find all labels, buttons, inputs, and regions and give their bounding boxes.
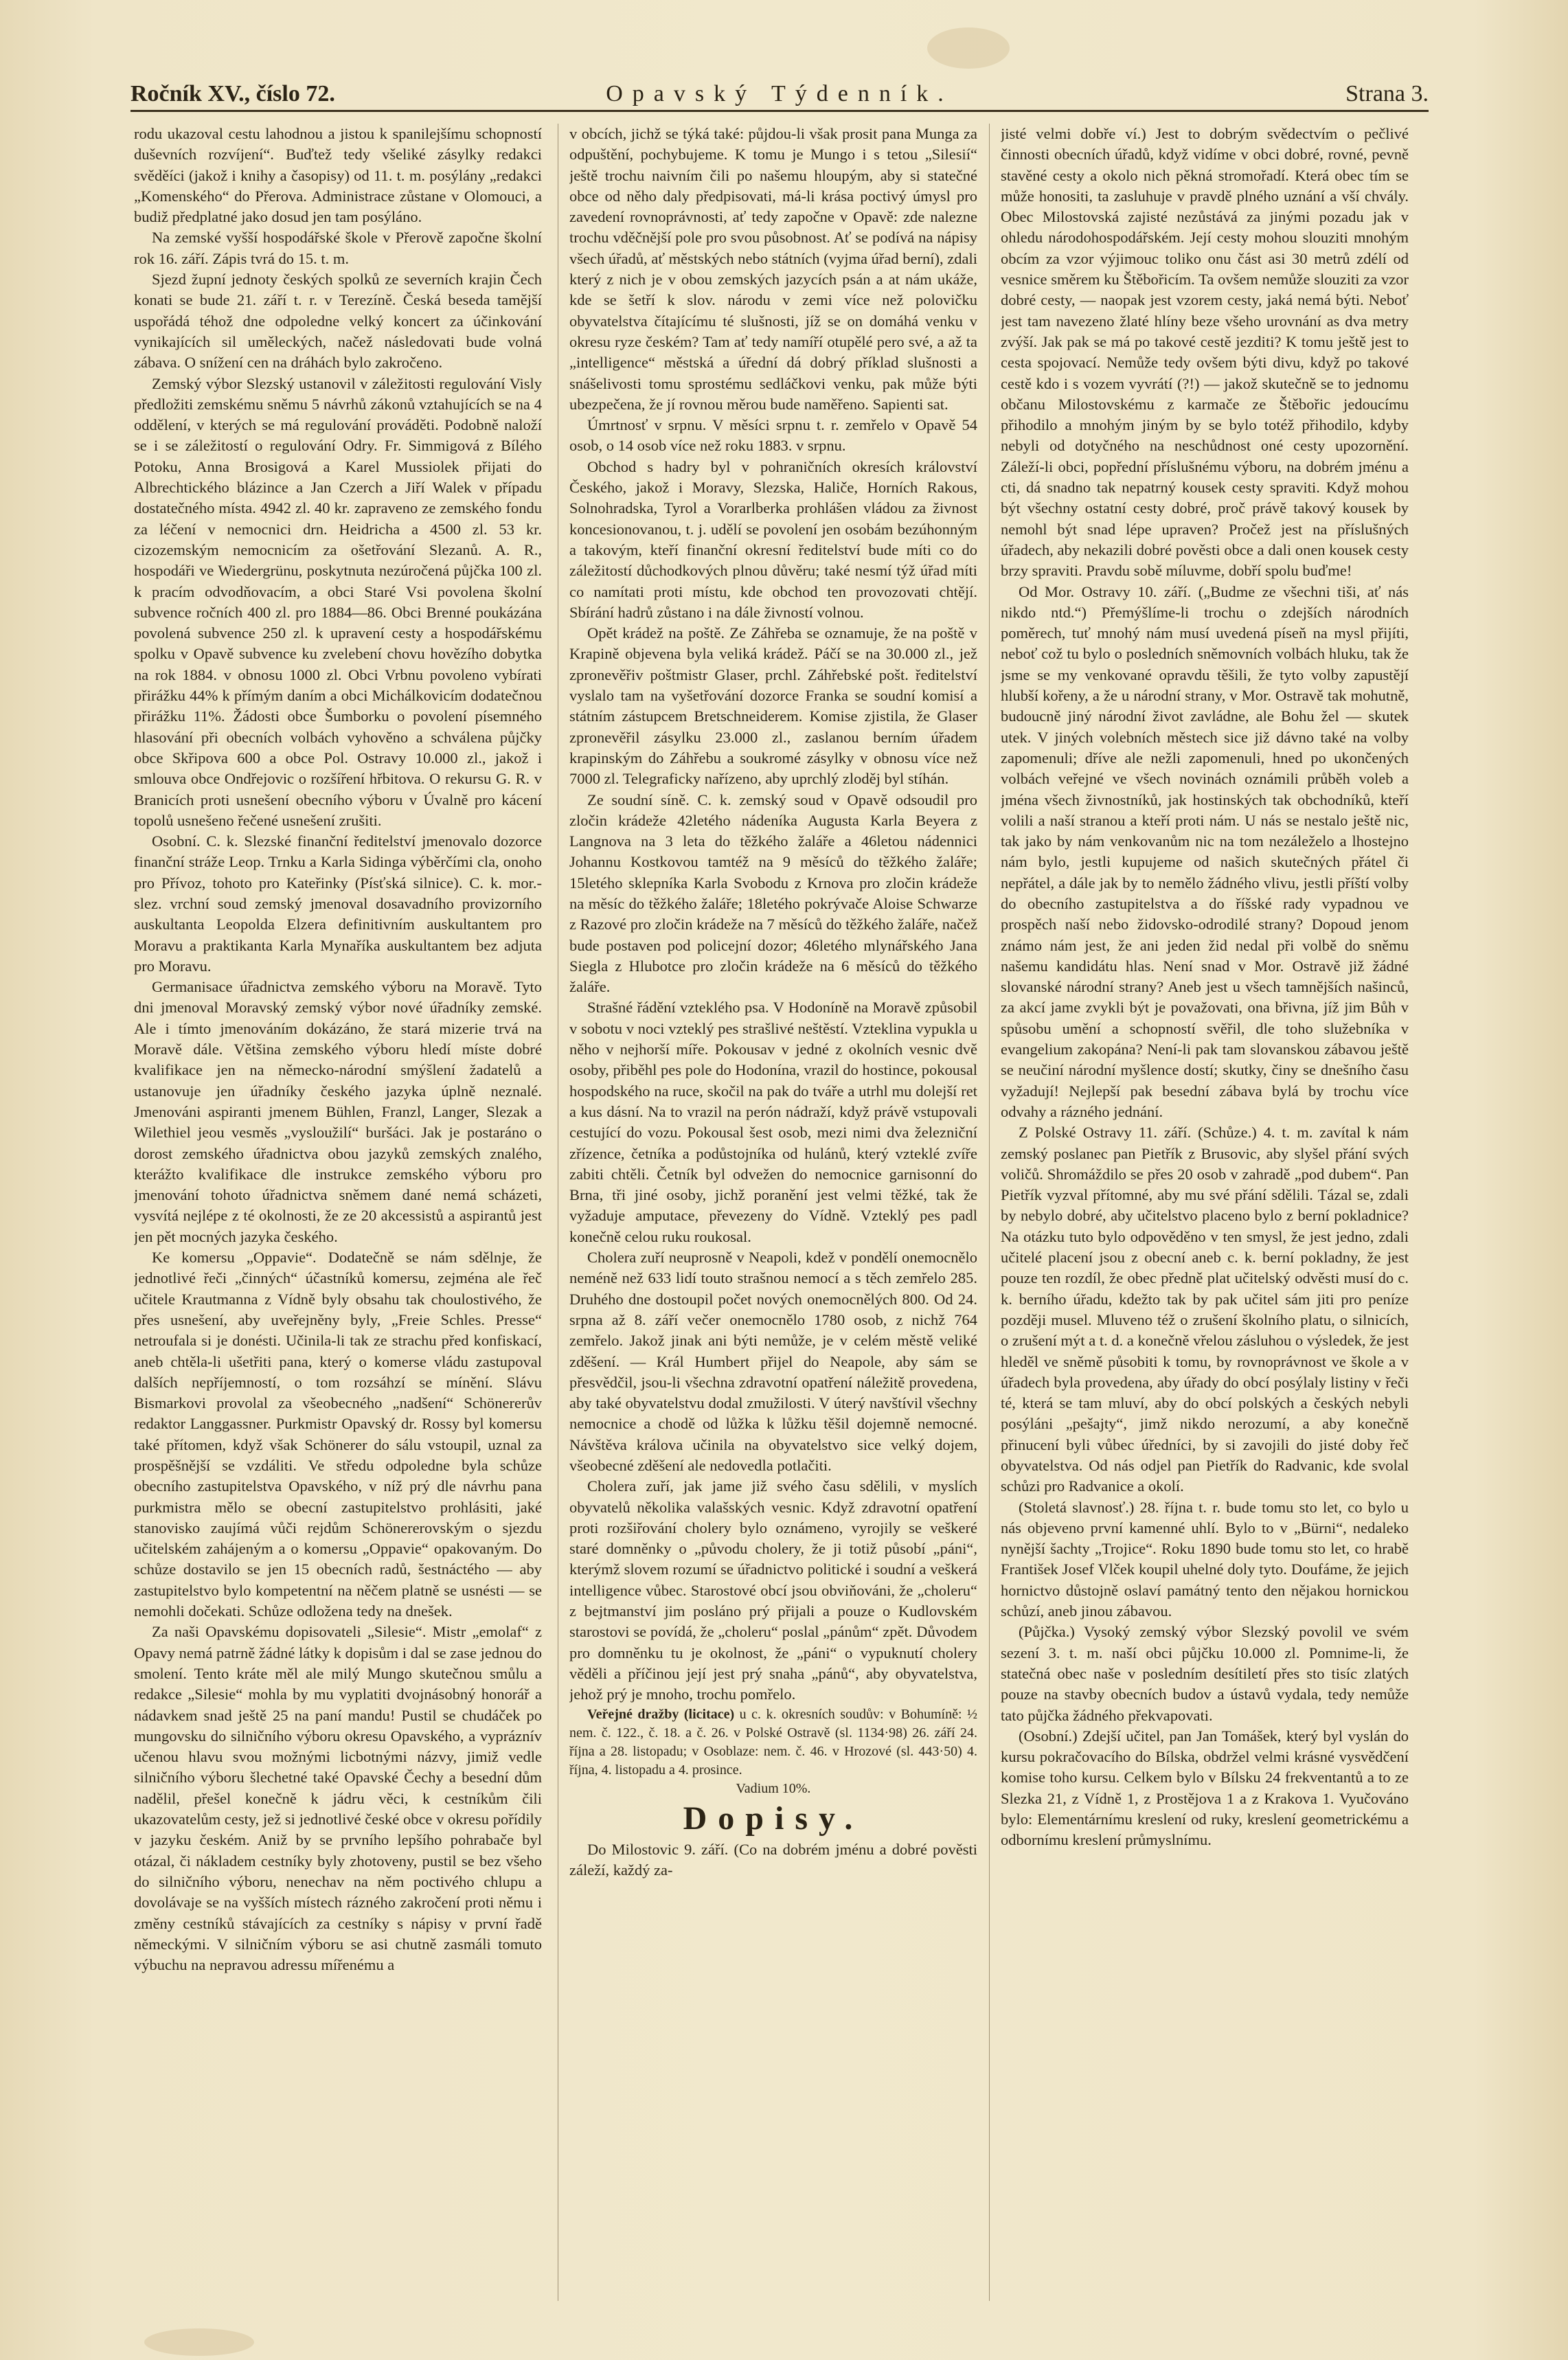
article-paragraph: Germanisace úřadnictva zemského výboru na Moravě. Tyto dni jmenoval Moravský zemský výbor nové úřadníky zemské. Ale i tímto jmenováním dokázáno, že stará mizerie trvá na Moravě dále. Většina zemského výboru hledí míste dobré kvalifikace jen na německo-národní smýšlení žadatelů a ustanovuje jen úřadníky českého jazyka úplně neznalé. Jmenováni aspiranti jmenem Bühlen, Franzl, Langer, Slezak a Wilethiel jeou vesměs „vysloužilí“ buršáci. Jak je postaráno o dorost zemského úřadnictva obou jazyků zemských znalého, kterážto kvalifikace dle instrukce zemského výboru pro jmenování tohoto úřadnictva sněmem dané nemá scházeti, vysvítá nejlépe z té okolnosti, že ze 20 akcessistů a aspirantů jest jen pět mocných jazyka českého.	[134, 978, 542, 1245]
article-paragraph: Obchod s hadry byl v pohraničních okresích království Českého, jakož i Moravy, Slezska, Haliče, Horních Rakous, Solnohradska, Tyrol a Vorarlberka prohlášen vládou za živnost koncesionovanou, t. j. udělí se povolení jen osobám bezúhonným a takovým, kteří finanční okresní ředitelství bude míti co do záležitostí důchodkových plnou důvěru; také nesmí týž úřad míti co namítati proti místu, kde obchod ten provozovati chtějí. Sbírání hadrů zůstano i na dále živností volnou.	[569, 457, 977, 621]
article-paragraph: Na zemské vyšší hospodářské škole v Přerově započne školní rok 16. září. Zápis tvrá do 15. t. m.	[134, 229, 542, 267]
article-paragraph: v obcích, jichž se týká také: půjdou-li však prosit pana Munga za odpuštění, pochybujeme. K tomu je Mungo i s tetou „Silesií“ ještě trochu naivním čili po našemu hloupým, aby si statečné obce od něho daly předpisovati, má-li krása poctivý úmysl pro zavedení rovnoprávnosti, ať tedy započne v Opavě: zde nalezne trochu vděčnější pole pro svou působnost. Ať se podívá na nápisy všech úřadů, ať městských nebo státních (vyjma úřad berní), zdali který z nich je v obou zemských jazycích psán a at nám ukáže, kde se šetří k slov. národu v zemi více než polovičku obyvatelstva čítajícímu té slušnosti, jíž se on domáhá venku v okresu ryze českém? Tam ať tedy namíří otupělé pero své, a až ta „intelligence“ městská a úřední dá dobrý příklad slušnosti a snášelivosti tomu sprostému sedláčkovi venku, pak může býti ubezpečena, že jí rovnou měrou bude naměřeno. Sapienti sat.	[569, 125, 977, 413]
article-paragraph: Cholera zuří, jak jame již svého času sdělili, v myslích obyvatelů několika valašských vesnic. Když zdravotní opatření proti rozšiřování cholery bylo oznámeno, vyrojily se veškeré staré domněnky o „původu cholery, že ji totiž působí „páni“, kterýmž slovem rozumí se úřadnictvo politické i soudní a veškerá intelligence vůbec. Starostové obcí jsou obviňováni, že „choleru“ z bejtmanství jim posláno prý přijali a pouze o Kudlovském starostovi se povídá, že „choleru“ poslal „pánům“ zpět. Důvodem pro domněnku tu je okolnost, že „páni“ o vypuknutí cholery věděli a příčinou její jest prý snaha „pánů“, aby obyvatelstva, jehož prý je mnoho, trochu pomřelo.	[569, 1477, 977, 1703]
column-3	[1001, 124, 1409, 2308]
column-2	[569, 124, 977, 2308]
auction-text: u c. k. okresních soudův: v Bohumíně: ½ nem. č. 122., č. 18. a č. 26. v Polské Ostravě (sl. 1134·98) 26. září 24. října a 28. listopadu; v Osoblaze: nem. č. 46. v Hrozové (sl. 443·50) 4. října, 4. listopadu a 4. prosince.	[569, 1706, 977, 1778]
auction-heading: Veřejné dražby (licitace)	[587, 1706, 735, 1722]
article-paragraph: Sjezd župní jednoty českých spolků ze severních krajin Čech konati se bude 21. září t. r. v Terezíně. Česká beseda tamější uspořádá téhož dne odpoledne velký koncert za účinkování vynikajících sil uměleckých, načež následovati bude volná zábava. O snížení cen na dráhách bylo zakročeno.	[134, 271, 542, 372]
article-paragraph: Cholera zuří neuprosně v Neapoli, kdež v pondělí onemocnělo neméně než 633 lidí touto strašnou nemocí a s těch zemřelo 285. Druhého dne dostoupil počet nových onemocnělých 800. Od 24. srpna až 8. září večer onemocnělo 1780 osob, z nichž 764 zemřelo. Jakož jinak ani býti nemůže, je v celém městě veliké zděšení. — Král Humbert přijel do Neapole, aby sám se přesvědčil, jsou-li všechna zdravotní opatření náležitě provedena, aby také obyvatelstvu dodal zmužilosti. V úterý navštívil všechny nemocnice a chodě od lůžka k lůžku těšil dojemně nemocné. Návštěva králova učinila na obyvatelstvo sice velký dojem, všeobecné zděšení ale nedovedla potlačiti.	[569, 1249, 977, 1474]
article-paragraph: Od Mor. Ostravy 10. září. („Budme ze všechni tiši, ať nás nikdo ntd.“) Přemýšlíme-li trochu o zdejších národních poměrech, tuť mnohý nám musí uvedená píseň na mysl přijíti, neboť což tu bylo o posledních sněmovních volbách hluku, tak že jsme se my venkované opravdu těšili, že tyto volby zapustějí hlubší kořeny, a že u národní strany, v Mor. Ostravě tak mohutně, budoucně jiný národní život zavládne, ale Bohu žel — skutek utek. V jiných volebních městech sice již dávno také na volby zapomenuli; dříve ale nežli zapomenuli, hned po ukončených volbách veřejné ve všech novinách oznámili průběh voleb a jména všech živnostníků, jak hostinských tak obchodníků, kteří volili a naší stranou a kteří proti nám. U nás se nestalo ještě nic, tak jako by nám venkovanům nic na tom nezáleželo a lhostejno nám bylo, jestli kupujeme od našich skutečných přátel či nepřátel, a dále jak by to nemělo žádného vlivu, jestli příští volby do obecního zastupitelstva a do říšské rady vypadnou ve prospěch naší nebo židovsko-odrodilé strany? Dopoud jenom známo nám jest, že ani jeden žid nedal při volbě do sněmu našemu kandidátu hlas. Není snad v Mor. Ostravě již žádné slovanské národní strany? Aneb jest u všech tamnějších našinců, za akcí jame zvykli být je považovati, ona břivna, jíž jim Bůh v spůsobu umění a schopností svěřil, dle toho služebníka v evangelium zakopána? Není-li pak tam slovanskou zábavou ještě se neučiní národní myšlence dostí; skutky, činy se dnešního času vyžadují! Nejlepší pak besední zábava bylá by trochu více odvahy a rázného jednání.	[1001, 582, 1409, 1120]
column-divider	[989, 124, 990, 2301]
article-paragraph: (Půjčka.) Vysoký zemský výbor Slezský povolil ve svém sezení 3. t. m. naší obci půjčku 10.000 zl. Pomnime-li, že statečná obec naše v posledním desítiletí přes sto tisíc zlatých pouze na stavby obecních budov a ústavů vydala, tedy nemůže tato půjčka žádného překvapovati.	[1001, 1623, 1409, 1724]
article-paragraph: Ke komersu „Oppavie“. Dodatečně se nám sdělnje, že jednotlivé řeči „činných“ účastníků komersu, zejména ale řeč učitele Krautmanna z Vídně byly obsahu tak choulostivého, že přes usnešení, aby uveřejněny byly, „Freie Schles. Presse“ netroufala si je donésti. Učinila-li tak ze strachu před konfiskací, aneb chtěla-li ušetřiti pana, který o komerse vládu zastupoval dalších nepříjemností, o tom rozsáhzí se mínění. Slávu Bismarkovi provolal za všeobecného „nadšení“ Schönererův redaktor Langgassner. Purkmistr Opavský dr. Rossy byl komersu také přítomen, když však Schönerer do sálu vstoupil, uznal za prospěšnější se vzdáliti. Ve středu odpoledne byla schůze obecního zastupitelstva Opavského, v níž prý dle návrhu pana purkmistra mělo se obecní zastupitelstvo prohlásiti, jaké stanovisko zaujímá vůči rejdům Schönererovským o sjezdu učitelském zahájeným a o komersu „Oppavie“ opakovaným. Do schůze dostavilo se jen 15 obecních radů, šestnáctého — aby zastupitelstvo bylo kompetentní na něčem platně se usnésti — se nemohli dočekati. Schůze odložena tedy na dnešek.	[134, 1249, 542, 1620]
article-paragraph: Úmrtnosť v srpnu. V měsíci srpnu t. r. zemřelo v Opavě 54 osob, o 14 osob více než roku 1883. v srpnu.	[569, 416, 977, 455]
article-paragraph: Z Polské Ostravy 11. září. (Schůze.) 4. t. m. zavítal k nám zemský poslanec pan Pietřík z Brusovic, aby slyšel přání svých voličů. Shromáždilo se přes 20 osob v zahradě „pod dubem“. Pan Pietřík vyzval přítomné, aby mu své přání sdělili. Tázal se, zdali by nebylo dobré, aby učitelstvo placeno bylo z berní pokladnice? Na otázku tuto bylo odpověděno v ten smysl, že jest jedno, zdali učitelé placení jsou z obecní aneb c. k. berní pokladny, že jest pouze ten rozdíl, že obec předně plat učitelský odvěsti musí do c. k. berního úřadu, kdežto tak by pak učitel sám jiti pro peníze později musel. Mluveno též o zrušení školního platu, o silnicích, o zrušení mýt a t. d. a konečně vřelou zásluhou o výsledek, že jest hleděl ve sněmě působiti k tomu, by rovnoprávnost ve škole a v úřadech byla provedena, aby úřady do obcí posýlaly listiny v řeči té, která se tam mluví, aby do obcí polských a českých nebyli posýláni „pešajty“, jimž nikdo nerozumí, a aby konečně přinucení byli vůbec úředníci, by si zavojili do jisté doby řeč obyvatelstva. Od nás odjel pan Pietřík do Radvanic, kde svolal schůzi pro Radvanice a okolí.	[1001, 1124, 1409, 1495]
page-header	[130, 77, 1429, 111]
section-title-dopisy: Dopisy.	[683, 1800, 864, 1837]
article-paragraph: Opět krádež na poště. Ze Záhřeba se oznamuje, že na poště v Krapině objevena byla veliká krádež. Páčí se na 30.000 zl., jež zpronevěřiv poštmistr Glaser, prchl. Záhřebské pošt. ředitelství vyslalo tam na vyšetřování dozorce Franka se soudní komisí a státním zástupcem Bretschneiderem. Komise zjistila, že Glaser zpronevěřil zásylku 23.000 zl., zaslanou berním úřadem krapinským do Záhřebu a soukromé zásylky v obnosu více než 7000 zl. Telegraficky nařízeno, aby uprchlý zloděj byl stíhán.	[569, 624, 977, 788]
article-paragraph: (Stoletá slavnosť.) 28. října t. r. bude tomu sto let, co bylo u nás objeveno první kamenné uhlí. Bylo to v „Bürni“, nedaleko nynější šachty „Trojice“. Roku 1890 bude tomu sto let, co hrabě František Josef Vlček koupil uhelné doly tyto. Doufáme, že jejich hornictvo důstojně oslaví památný tento den nějakou hornickou schůzí, aneb jinou zábavou.	[1001, 1498, 1409, 1620]
column-1	[134, 124, 542, 2308]
newspaper-title: Opavský Týdenník.	[606, 81, 953, 106]
issue-number: Ročník XV., číslo 72.	[130, 81, 335, 106]
article-paragraph: rodu ukazoval cestu lahodnou a jistou k spanilejšímu schopností duševních rozvíjení“. Buďtež tedy všeliké zásylky redakci svěděíci (jakož i knihy a časopisy) od 11. t. m. posýlány „redakci „Komenského“ do Přerova. Administrace zůstane v Olomouci, a budiž předplatné jako dosud jen tam posýláno.	[134, 125, 542, 226]
paper-stain	[927, 27, 1010, 69]
page-number: Strana 3.	[1345, 81, 1429, 106]
article-paragraph: Za naši Opavskému dopisovateli „Silesie“. Mistr „emolaf“ z Opavy nemá patrně žádné látky k dopisům i dal se zase jednou do smolení. Tento kráte měl ale milý Mungo skutečnou smůlu a redakce „Silesie“ mohla by mu vyplatiti dvojnásobný honorář a nádavkem snad ještě 25 na paní mandu! Pustil se chudáček po mungovsku do silničního výboru okresu Opavského, a vypráznív učenou hlavu svou možnými licbotnými názvy, jimiž vedle silničního výboru šlechetné také Opavské Čechy a besední dům nadělil, přešel konečně k jádru věci, k cestníkům čili ukazovatelům cesty, jež si jednotlivé české obce v okresu pořídily v jazyku českém. Aniž by se prvního lepšího pohrabače byl otázal, či nákladem cestníky byly zhotoveny, pustil se bez všeho do silničního výboru, nenechav na něm poctivého chlupu a dovolávaje se na vyšších místech rázného zakročení proti němu i změny cestníků stávajících za cestníky s nápisy v první řadě německými. V silničním výboru se asi chutně zasmáli tomuto výbuchu na nepravou adressu mířenému a	[134, 1623, 542, 1974]
paper-stain	[144, 2328, 254, 2356]
article-paragraph: jisté velmi dobře ví.) Jest to dobrým svědectvím o pečlivé činnosti obecních úřadů, když vidíme v obci dobré, rovné, pevně stavěné cesty a okolo nich pěkná stromořadí. Která obec tím se může honositi, ta zasluhuje v pravdě plného uznání a vší chvály. Obec Milostovská zajisté nezůstává za jinými pozadu jak v ohledu národohospodářském. Její cesty mohou slouziti mnohým obcím za vzor výjimouc toliko onu část asi 30 metrů zdélí od vesnice směrem ku Štěbořicím. Ta ovšem nemůže slouziti za vzor dobré cesty, — naopak jest vzorem cesty, jaká nemá býti. Neboť jest tam navezeno žlaté hlíny beze všeho urovnání as dva metry zvýší. Jak pak se má po takové cestě jezditi? K tomu ještě jest to cesta spojovací. Nemůže tedy ovšem býti divu, když po takové cestě kdo i s vozem vyvrátí (?!) — jakož skutečně se to jednomu občanu Milostovskému z karmače ze Štěbořic jedoucímu přihodilo a mnohým jiným by se bylo totéž přihodilo, kdyby nebyli od dotyčného na neschůdnost oné cesty upozornění. Záleží-li obci, popřední příslušnému výboru, na dobrém jménu a cti, dá snadno tak nepatrný kousek cesty spraviti. Když mohou být všechny ostatní cesty dobré, proč právě takový kousek by nemohl být snad lépe upraven? Pročež jest na příslušných úřadech, aby nekazili dobré pověsti obce a dali onen kousek cesty brzy spraviti. Pravdu sobě míluvme, dobří spolu buďme!	[1001, 125, 1409, 580]
article-paragraph: (Osobní.) Zdejší učitel, pan Jan Tomášek, který byl vyslán do kursu pokračovacího do Bílska, obdržel velmi krásné vysvědčení komise toho kursu. Celkem bylo v Bílsku 24 frekventantů a to ze Slezka 21, z Vídně 1, z Prostějova 1 a z Krakova 1. Vyučováno bylo: Elementárnímu kreslení od ruky, kreslení geometrickému a odbornímu kreslení průmyslnímu.	[1001, 1727, 1409, 1849]
article-paragraph: Strašné řádění vzteklého psa. V Hodoníně na Moravě způsobil v sobotu v noci vzteklý pes strašlivé neštěstí. Vzteklina vypukla u něho v nejhorší míře. Pokousav v jedné z okolních vesnic dvě osoby, přiběhl pes pole do Hodonína, vrazil do hostince, pokousal hospodského na ruce, skočil na pak do tváře a utrhl mu dolejší ret a kus dásní. Na to vrazil na perón nádraží, když právě vstupovali cestující do vozu. Pokousal šest osob, mezi nimi dva železniční zřízence, četníka a podůstojníka od hulánů, který vzteklé zvíře zabiti chtěli. Četník byl odvežen do nemocnice garnisonní do Brna, tři jiné osoby, jichž poranění jest velmi těžké, tak že vyžaduje amputace, převezeny do Vídně. Vzteklý pes padl konečně celou ruku roukosal.	[569, 999, 977, 1245]
article-paragraph: Osobní. C. k. Slezské finanční ředitelství jmenovalo dozorce finanční stráže Leop. Trnku a Karla Sidinga výběrčími cla, onoho pro Přívoz, tohoto pro Kateřinky (Písťská silnice). C. k. mor.-slez. vrchní soud zemský jmenoval dosavadního provizorního auskultanta Leopolda Elzera definitivním auskultantem pro Moravu a praktikanta Karla Mynaříka auskultantem bez adjuta pro Moravu.	[134, 832, 542, 975]
article-paragraph: Zemský výbor Slezský ustanovil v záležitosti regulování Visly předložiti zemskému sněmu 5 návrhů zákonů vztahujících se na 4 oddělení, v kterých se má regulování prováděti. Podobně naloží se i se záležitostí o regulování Odry. Fr. Simmigová z Bílého Potoku, Anna Brosigová a Karel Mussiolek přijati do Albrechtického blázince a Jan Czerch a Jiří Walek v případu dostatečného místa. 4942 zl. 40 kr. zapraveno ze zemského fondu za léčení v nemocnici drn. Heidricha a 4500 zl. 53 kr. cizozemským nemocnicím za ošetřování Slezanů. A. R., hospodáři ve Wiedergrünu, poskytnuta nezúročená půjčka 100 zl. k pracím odvodňovacím, a obci Staré Vsi povolena školní subvence ročních 400 zl. pro 1884—86. Obci Brenné poukázána povolená subvence 250 zl. k upravení cesty a hospodářskému spolku v Opavě subvence ku zvelebení chovu hovězího dobytka na rok 1884. v obnosu 1000 zl. Obci Vrbnu povoleno vybírati přirážku 44% k přímým daním a obci Michálkovicím dodatečnou přirážku 11%. Žádosti obce Šumborku o povolení písemného hlasování při obecních volbách vyhověno a schválena půjčky obce Skřipova 600 a obce Pol. Ostravy 10.000 zl., jakož i smlouva obce Ondřejovic o rozšíření hřbitova. O rekursu G. R. v Branicích proti usnešení obecního výboru v Úvalně pro kácení topolů usnešeno řečené usnešení zrušiti.	[134, 374, 542, 829]
article-paragraph: Ze soudní síně. C. k. zemský soud v Opavě odsoudil pro zločin krádeže 42letého nádeníka Augusta Karla Beyera z Langnova na 3 leta do těžkého žaláře a 46letou nádennici Johannu Kostkovou tamtéž na 9 měsíců do těžkého žaláře; 15letého sklepníka Karla Svobodu z Krnova pro zločin krádeže na měsíc do těžkého žaláře; 18letého pokrývače Aloise Schwarze z Razové pro zločin krádeže na 7 měsíců do těžkého žaláře, načež bude postaven pod policejní dozor; 46letého mlynářského Jana Siegla z Hlubotce pro zločin krádeže na 6 měsíců do těžkého žaláře.	[569, 791, 977, 996]
article-paragraph: Do Milostovic 9. září. (Co na dobrém jménu a dobré pověsti záleží, každý za-	[569, 1840, 977, 1879]
auction-notice	[569, 1705, 977, 1780]
auction-footer: Vadium 10%.	[736, 1780, 811, 1796]
header-rule	[130, 110, 1429, 112]
